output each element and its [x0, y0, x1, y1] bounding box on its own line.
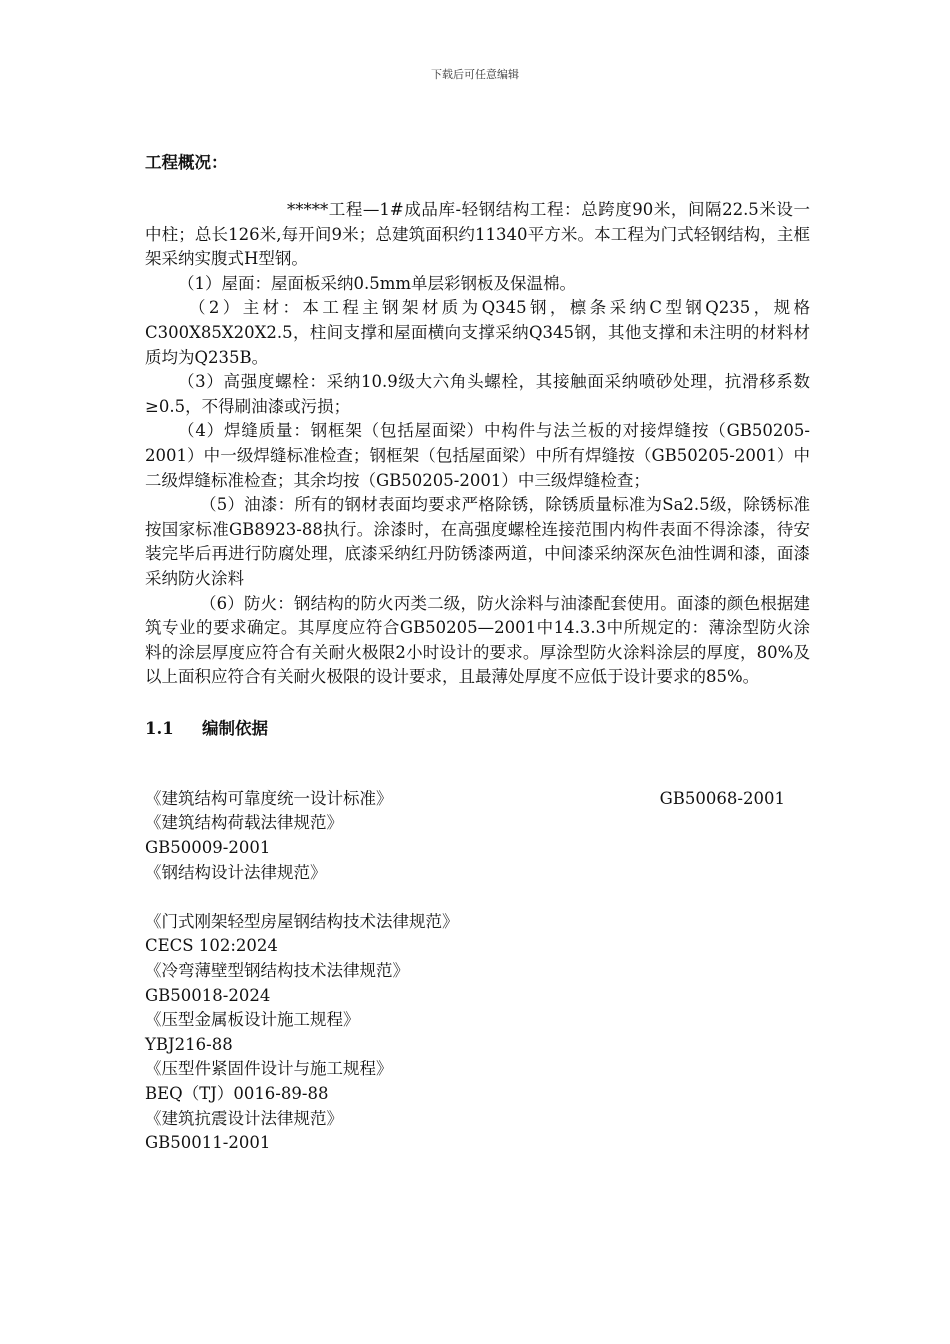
- ref-name: 《压型金属板设计施工规程》: [145, 1010, 360, 1030]
- basis-title: 编制依据: [202, 718, 268, 738]
- ref-name: 《门式刚架轻型房屋钢结构技术法律规范》: [145, 911, 459, 931]
- ref-code: GB50011-2001: [145, 1133, 271, 1153]
- overview-item-bolts: （3）高强度螺栓：采纳10.9级大六角头螺栓，其接触面采纳喷砂处理，抗滑移系数≥0.5，不得刷油漆或污损；: [145, 372, 810, 416]
- document-body: [145, 150, 810, 1156]
- basis-heading: [145, 716, 810, 742]
- ref-name: 《压型件紧固件设计与施工规程》: [145, 1059, 393, 1079]
- ref-name: 《冷弯薄壁型钢结构技术法律规范》: [145, 961, 409, 981]
- overview-item-material: （2）主材：本工程主钢架材质为Q345钢，檩条采纳C型钢Q235，规格C300X85X20X2.5，柱间支撑和屋面横向支撑采纳Q345钢，其他支撑和未注明的材料材质均为Q235B。: [145, 298, 810, 367]
- overview-item-paint: （5）油漆：所有的钢材表面均要求严格除锈，除锈质量标准为Sa2.5级，除锈标准按国家标准GB8923-88执行。涂漆时，在高强度螺栓连接范围内构件表面不得涂漆，待安装完毕后再进行防腐处理，底漆采纳红丹防锈漆两道，中间漆采纳深灰色油性调和漆，面漆采纳防火涂料: [145, 495, 810, 588]
- ref-name: 《钢结构设计法律规范》: [145, 862, 327, 882]
- ref-name: 《建筑结构荷载法律规范》: [145, 813, 343, 833]
- ref-code: GB50009-2001: [145, 838, 271, 858]
- overview-intro: *****工程—1#成品库-轻钢结构工程：总跨度90米，间隔22.5米设一中柱；总长126米,每开间9米；总建筑面积约11340平方米。本工程为门式轻钢结构，主框架采纳实腹式H型钢。: [145, 200, 810, 269]
- overview-item-welds: （4）焊缝质量：钢框架（包括屋面梁）中构件与法兰板的对接焊缝按（GB50205-2001）中一级焊缝标准检查；钢框架（包括屋面梁）中所有焊缝按（GB50205-2001）中二级焊缝标准检查；其余均按（GB50205-2001）中三级焊缝检查；: [145, 421, 810, 490]
- overview-item-fire: （6）防火：钢结构的防火丙类二级，防火涂料与油漆配套使用。面漆的颜色根据建筑专业的要求确定。其厚度应符合GB50205—2001中14.3.3中所规定的：薄涂型防火涂料的涂层厚度应符合有关耐火极限2小时设计的要求。厚涂型防火涂料涂层的厚度，80%及以上面积应符合有关耐火极限的设计要求，且最薄处厚度不应低于设计要求的85%。: [145, 593, 810, 687]
- ref-code: BEQ（TJ）0016-89-88: [145, 1084, 329, 1103]
- ref-code: YBJ216-88: [145, 1034, 233, 1054]
- ref-name: 《建筑抗震设计法律规范》: [145, 1108, 343, 1128]
- ref-code: GB50068-2001: [659, 788, 785, 808]
- ref-name: 《建筑结构可靠度统一设计标准》: [145, 788, 393, 808]
- overview-title: 工程概况：: [145, 153, 228, 172]
- header-note: 下载后可任意编辑: [431, 68, 519, 81]
- ref-code: CECS 102:2024: [145, 936, 278, 956]
- ref-row: [145, 787, 810, 812]
- overview-item-roof: （1）屋面：屋面板采纳0.5mm单层彩钢板及保温棉。: [178, 273, 577, 293]
- basis-number: 1.1: [145, 718, 174, 738]
- ref-code: GB50018-2024: [145, 985, 271, 1005]
